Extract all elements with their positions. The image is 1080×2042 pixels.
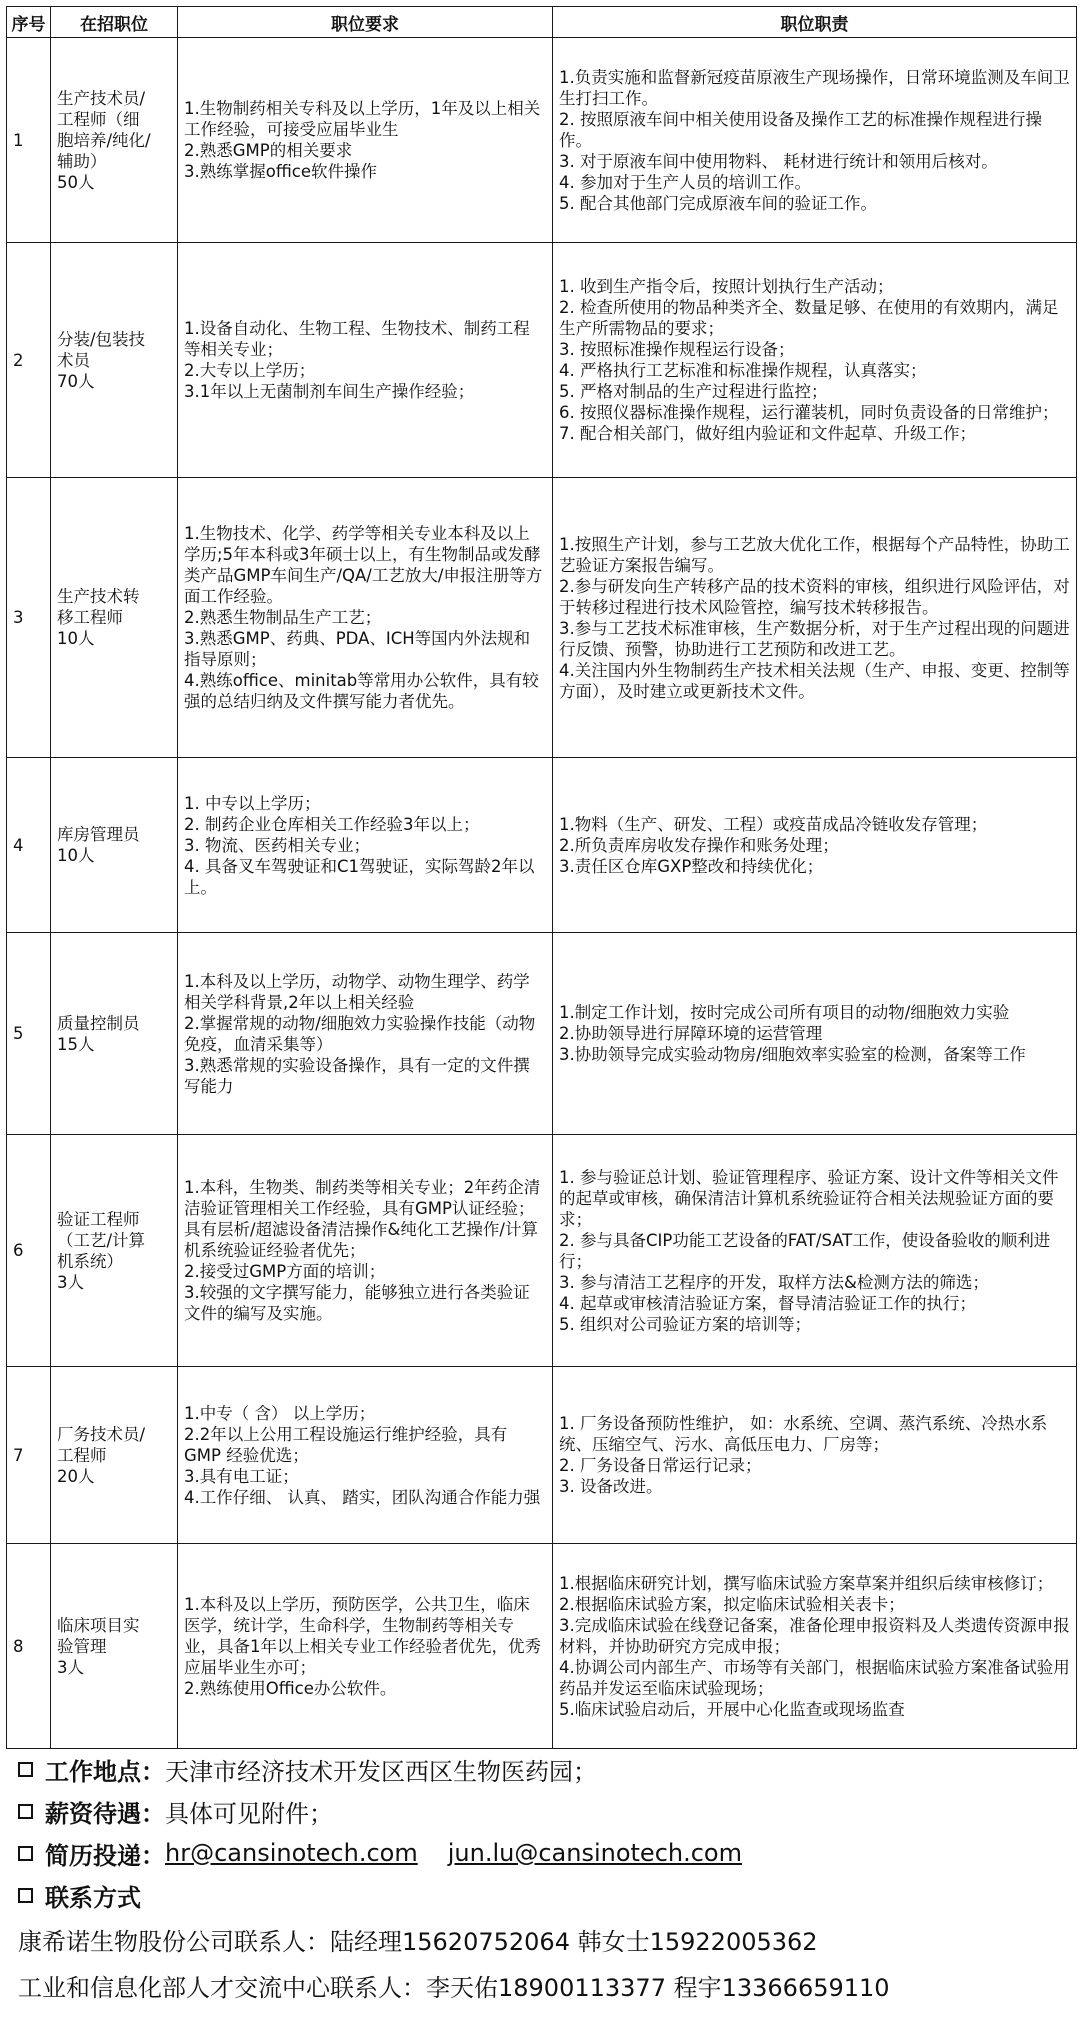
row-number: 4 [7,758,51,933]
table-row [7,1135,1077,1367]
duties-cell: 1.按照生产计划，参与工艺放大优化工作，根据每个产品特性，协助工艺验证方案报告编写。 2.参与研发向生产转移产品的技术资料的审核，组织进行风险评估，对于转移过程进行技术风险管控，编写技术转移报告。 3.参与工艺技术标准审核，生产数据分析，对于生产过程出现的问题进行反馈、预警，协助进行工艺预防和改进工艺。 4.关注国内外生物制药生产技术相关法规（生产、申报、变更、控制等方面），及时建立或更新技术文件。 [553,478,1077,758]
table-header-row [7,7,1077,38]
table-row [7,38,1077,243]
contact-email-link[interactable]: jun.lu@cansinotech.com [447,1839,742,1867]
position-name: 质量控制员 15人 [51,933,178,1135]
ministry-contact: 工业和信息化部人才交流中心联系人：李天佑18900113377 程宇13366659110 [18,1973,890,2002]
duties-cell: 1. 收到生产指令后，按照计划执行生产活动； 2. 检查所使用的物品种类齐全、数量足够、在使用的有效期内，满足生产所需物品的要求； 3. 按照标准操作规程运行设备； 4. 严格执行工艺标准和标准操作规程，认真落实； 5. 严格对制品的生产过程进行监控； 6. 按照仪器标准操作规程，运行灌装机，同时负责设备的日常维护； 7. 配合相关部门，做好组内验证和文件起草、升级工作； [553,243,1077,478]
work-location-line [18,1748,1068,1790]
hr-email-link[interactable]: hr@cansinotech.com [165,1839,418,1867]
table-row [7,1367,1077,1544]
position-name: 生产技术转 移工程师 10人 [51,478,178,758]
salary-value: 具体可见附件； [165,1799,333,1828]
duties-cell: 1.负责实施和监督新冠疫苗原液生产现场操作，日常环境监测及车间卫生打扫工作。 2. 按照原液车间中相关使用设备及操作工艺的标准操作规程进行操作。 3. 对于原液车间中使用物料、 耗材进行统计和领用后核对。 4. 参加对于生产人员的培训工作。 5. 配合其他部门完成原液车间的验证工作。 [553,38,1077,243]
table-row [7,243,1077,478]
table-row [7,1544,1077,1749]
row-number: 1 [7,38,51,243]
header-requirements: 职位要求 [178,7,553,38]
duties-cell: 1.根据临床研究计划，撰写临床试验方案草案并组织后续审核修订； 2.根据临床试验方案，拟定临床试验相关表卡； 3.完成临床试验在线登记备案，准备伦理申报资料及人类遗传资源申报材料，并协助研究方完成申报； 4.协调公司内部生产、市场等有关部门，根据临床试验方案准备试验用药品并发运至临床试验现场； 5.临床试验启动后，开展中心化监查或现场监查 [553,1544,1077,1749]
resume-label: 简历投递： [45,1841,165,1870]
location-value: 天津市经济技术开发区西区生物医药园； [165,1757,597,1786]
salary-line [18,1790,1068,1832]
duties-cell: 1.制定工作计划，按时完成公司所有项目的动物/细胞效力实验 2.协助领导进行屏障环境的运营管理 3.协助领导完成实验动物房/细胞效率实验室的检测，备案等工作 [553,933,1077,1135]
position-name: 生产技术员/ 工程师（细 胞培养/纯化/ 辅助） 50人 [51,38,178,243]
checkbox-icon [18,1762,33,1777]
row-number: 3 [7,478,51,758]
header-number: 序号 [7,7,51,38]
header-position: 在招职位 [51,7,178,38]
position-name: 分装/包装技 术员 70人 [51,243,178,478]
requirements-cell: 1.本科及以上学历，动物学、动物生理学、药学相关学科背景,2年以上相关经验 2.掌握常规的动物/细胞效力实验操作技能（动物免疫，血清采集等） 3.熟悉常规的实验设备操作，具有一定的文件撰写能力 [178,933,553,1135]
table-row [7,758,1077,933]
table-row [7,478,1077,758]
resume-line [18,1832,1068,1874]
salary-label: 薪资待遇： [45,1799,165,1828]
requirements-cell: 1.本科及以上学历，预防医学，公共卫生，临床医学，统计学，生命科学，生物制药等相关专业，具备1年以上相关专业工作经验者优先，优秀应届毕业生亦可； 2.熟练使用Office办公软件。 [178,1544,553,1749]
position-name: 临床项目实 验管理 3人 [51,1544,178,1749]
row-number: 8 [7,1544,51,1749]
row-number: 5 [7,933,51,1135]
requirements-cell: 1.本科，生物类、制药类等相关专业；2年药企清洁验证管理相关工作经验，具有GMP认证经验；具有层析/超滤设备清洁操作&纯化工艺操作/计算机系统验证经验者优先； 2.接受过GMP方面的培训； 3.较强的文字撰写能力，能够独立进行各类验证文件的编写及实施。 [178,1135,553,1367]
requirements-cell: 1.中专（ 含） 以上学历； 2.2年以上公用工程设施运行维护经验，具有 GMP 经验优选； 3.具有电工证； 4.工作仔细、 认真、 踏实，团队沟通合作能力强 [178,1367,553,1544]
table-row [7,933,1077,1135]
position-name: 验证工程师 （工艺/计算 机系统） 3人 [51,1135,178,1367]
header-duties: 职位职责 [553,7,1077,38]
position-name: 库房管理员 10人 [51,758,178,933]
location-label: 工作地点： [45,1757,165,1786]
checkbox-icon [18,1888,33,1903]
position-name: 厂务技术员/ 工程师 20人 [51,1367,178,1544]
duties-cell: 1. 厂务设备预防性维护， 如：水系统、空调、蒸汽系统、冷热水系统、压缩空气、污水、高低压电力、厂房等； 2. 厂务设备日常运行记录； 3. 设备改进。 [553,1367,1077,1544]
contact-heading-line [18,1874,1068,1916]
row-number: 7 [7,1367,51,1544]
job-table [6,6,1077,1749]
row-number: 2 [7,243,51,478]
checkbox-icon [18,1846,33,1861]
contact-label: 联系方式 [45,1883,141,1912]
duties-cell: 1.物料（生产、研发、工程）或疫苗成品冷链收发存管理； 2.所负责库房收发存操作和账务处理； 3.责任区仓库GXP整改和持续优化； [553,758,1077,933]
requirements-cell: 1.设备自动化、生物工程、生物技术、制药工程等相关专业； 2.大专以上学历； 3.1年以上无菌制剂车间生产操作经验； [178,243,553,478]
duties-cell: 1. 参与验证总计划、验证管理程序、验证方案、设计文件等相关文件的起草或审核，确保清洁计算机系统验证符合相关法规验证方面的要求； 2. 参与具备CIP功能工艺设备的FAT/SAT工作，使设备验收的顺利进行； 3. 参与清洁工艺程序的开发，取样方法&检测方法的筛选； 4. 起草或审核清洁验证方案，督导清洁验证工作的执行； 5. 组织对公司验证方案的培训等； [553,1135,1077,1367]
requirements-cell: 1. 中专以上学历； 2. 制药企业仓库相关工作经验3年以上； 3. 物流、医药相关专业； 4. 具备叉车驾驶证和C1驾驶证，实际驾龄2年以上。 [178,758,553,933]
requirements-cell: 1.生物技术、化学、药学等相关专业本科及以上学历;5年本科或3年硕士以上，有生物制品或发酵类产品GMP车间生产/QA/工艺放大/申报注册等方面工作经验。 2.熟悉生物制品生产工艺； 3.熟悉GMP、药典、PDA、ICH等国内外法规和指导原则； 4.熟练office、minitab等常用办公软件，具有较强的总结归纳及文件撰写能力者优先。 [178,478,553,758]
company-contact: 康希诺生物股份公司联系人：陆经理15620752064 韩女士15922005362 [18,1927,818,1956]
row-number: 6 [7,1135,51,1367]
requirements-cell: 1.生物制药相关专科及以上学历，1年及以上相关工作经验，可接受应届毕业生 2.熟悉GMP的相关要求 3.熟练掌握office软件操作 [178,38,553,243]
footer-info [18,1748,1068,2008]
checkbox-icon [18,1804,33,1819]
